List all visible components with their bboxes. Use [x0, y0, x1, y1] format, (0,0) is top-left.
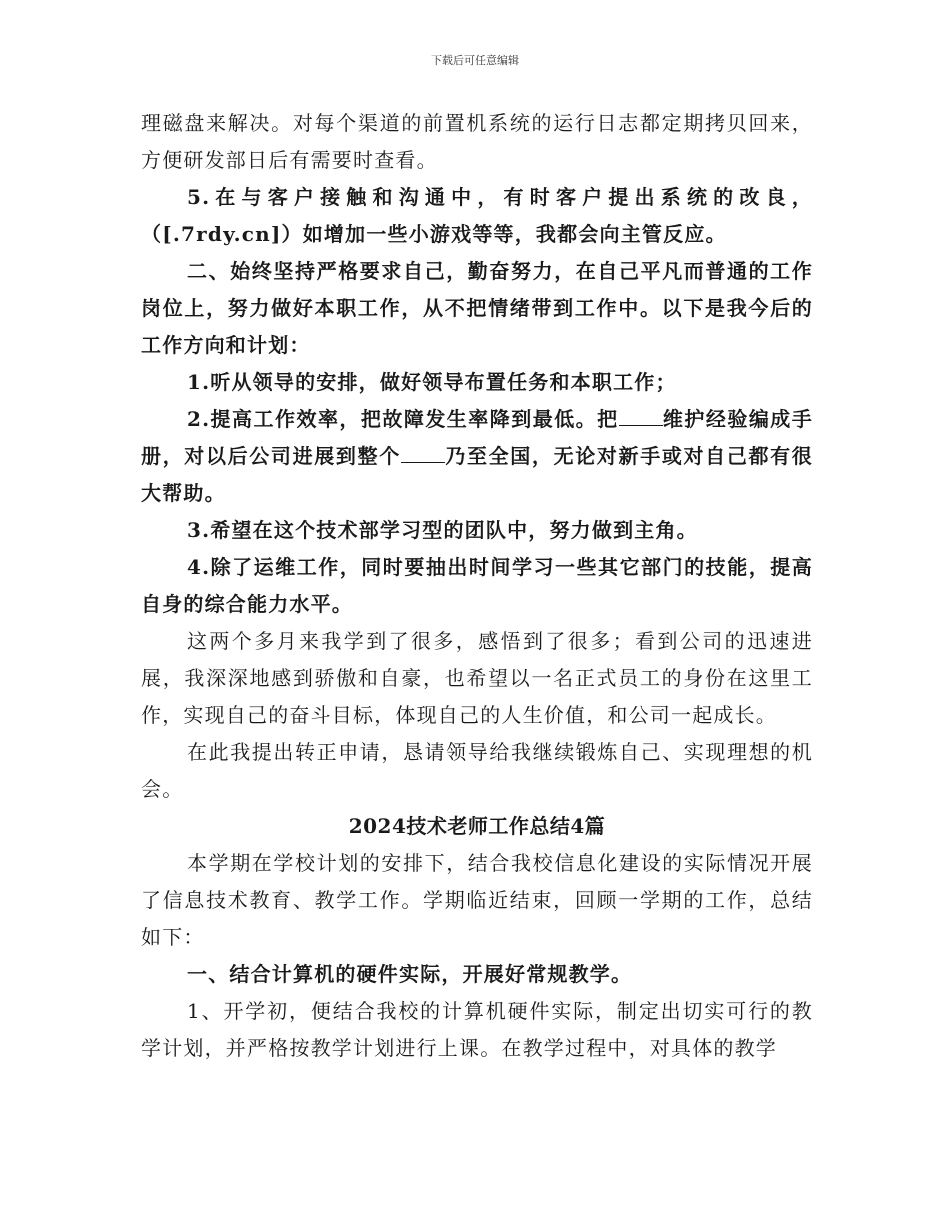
paragraph: 1.听从领导的安排，做好领导布置任务和本职工作； — [187, 370, 677, 394]
paragraph: 5.在与客户接触和沟通中，有时客户提出系统的改良，（[.7rdy.cn]）如增加一些小游戏等等，我都会向主管反应。 — [141, 185, 813, 246]
paragraph: 1、开学初，便结合我校的计算机硬件实际，制定出切实可行的教学计划，并严格按教学计划进行上课。在教学过程中，对具体的教学 — [141, 999, 813, 1060]
section-title: 2024技术老师工作总结4篇 — [348, 814, 606, 838]
blank-underline — [401, 444, 445, 463]
paragraph: 二、始终坚持严格要求自己，勤奋努力，在自己平凡而普通的工作岗位上，努力做好本职工作，从不把情绪带到工作中。以下是我今后的工作方向和计划： — [141, 259, 813, 357]
paragraph: 这两个多月来我学到了很多，感悟到了很多；看到公司的迅速进展，我深深地感到骄傲和自豪，也希望以一名正式员工的身份在这里工作，实现自己的奋斗目标，体现自己的人生价值，和公司一起成长。 — [141, 629, 813, 727]
paragraph: 4.除了运维工作，同时要抽出时间学习一些其它部门的技能，提高自身的综合能力水平。 — [141, 555, 813, 616]
paragraph-part: 乃至全国，无论对新手或对自己都有很大帮助。 — [141, 444, 813, 505]
paragraph-part: 2.提高工作效率，把故障发生率降到最低。把 — [187, 407, 619, 431]
paragraph: 本学期在学校计划的安排下，结合我校信息化建设的实际情况开展了信息技术教育、教学工作。学期临近结束，回顾一学期的工作，总结如下： — [141, 851, 813, 949]
paragraph: 在此我提出转正申请，恳请领导给我继续锻炼自己、实现理想的机会。 — [141, 740, 813, 801]
page-header: 下载后可任意编辑 — [431, 54, 519, 67]
paragraph: 理磁盘来解决。对每个渠道的前置机系统的运行日志都定期拷贝回来，方便研发部日后有需要时查看。 — [141, 111, 813, 172]
document-body — [141, 105, 813, 1067]
paragraph: 3.希望在这个技术部学习型的团队中，努力做到主角。 — [187, 518, 698, 542]
paragraph-part: 维护经验编成手册，对以后公司进展到整个 — [141, 407, 813, 468]
subheading: 一、结合计算机的硬件实际，开展好常规教学。 — [187, 962, 633, 986]
paragraph — [141, 401, 813, 512]
blank-underline — [619, 407, 663, 426]
